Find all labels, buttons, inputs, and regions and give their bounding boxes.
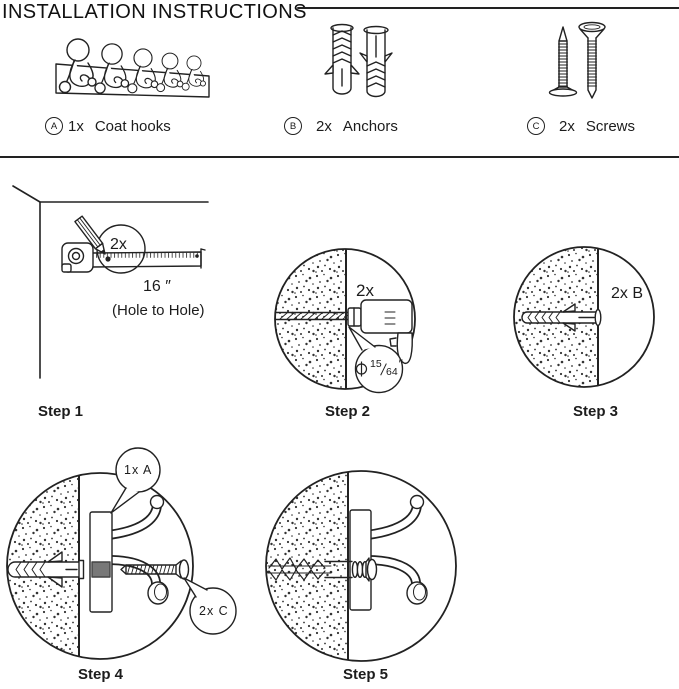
- pencil-mark-dot: [195, 254, 199, 258]
- step4-hook-callout: 1x A: [124, 463, 153, 477]
- step2-label: Step 2: [325, 403, 371, 420]
- step3-insert-note: 2x B: [611, 285, 644, 302]
- bit-unit: ″: [398, 357, 403, 371]
- part-qty: 1x: [68, 117, 84, 135]
- balloon-tail: [111, 488, 139, 513]
- part-letter-badge: A: [45, 117, 63, 135]
- coat-hooks-drawing: [56, 39, 209, 97]
- step1-label: Step 1: [38, 403, 84, 420]
- part-item-anchors: [284, 117, 398, 135]
- anchors-drawing: [325, 25, 392, 97]
- step3-drawing: [514, 247, 654, 388]
- step2-drill-bit-size: [355, 357, 403, 378]
- part-item-screws: [527, 117, 635, 135]
- step5-drawing: [266, 471, 456, 661]
- screw-hole: [92, 562, 110, 577]
- step2-drill-count: 2x: [356, 281, 374, 300]
- coat-hook-side-view: [108, 496, 168, 605]
- coat-hook-side-view: [367, 496, 427, 605]
- part-item-coat-hooks: [45, 117, 171, 135]
- step4-label: Step 4: [78, 666, 124, 683]
- step1-drawing: [13, 186, 208, 378]
- step1-distance: 16 ″: [143, 278, 171, 295]
- step1-mark-count: 2x: [110, 236, 127, 253]
- screws-drawing: [550, 23, 606, 99]
- step5-label: Step 5: [343, 666, 389, 683]
- step3-label: Step 3: [573, 403, 619, 420]
- part-name: Anchors: [342, 117, 398, 135]
- diameter-icon: [355, 360, 368, 378]
- page-title: INSTALLATION INSTRUCTIONS: [2, 1, 307, 23]
- part-name: Screws: [585, 117, 636, 135]
- part-letter-badge: B: [284, 117, 302, 135]
- wall-corner: [13, 186, 208, 202]
- part-name: Coat hooks: [94, 117, 171, 135]
- bit-numerator: 15: [370, 358, 382, 370]
- step1-distance-note: (Hole to Hole): [112, 302, 205, 319]
- bit-denominator: 64: [385, 366, 398, 378]
- part-qty: 2x: [316, 117, 332, 135]
- step4-screw-callout: 2x C: [199, 604, 229, 618]
- step4-drawing: [7, 448, 236, 659]
- part-qty: 2x: [559, 117, 575, 135]
- part-letter-badge: C: [527, 117, 545, 135]
- pencil-mark-dot: [105, 256, 110, 261]
